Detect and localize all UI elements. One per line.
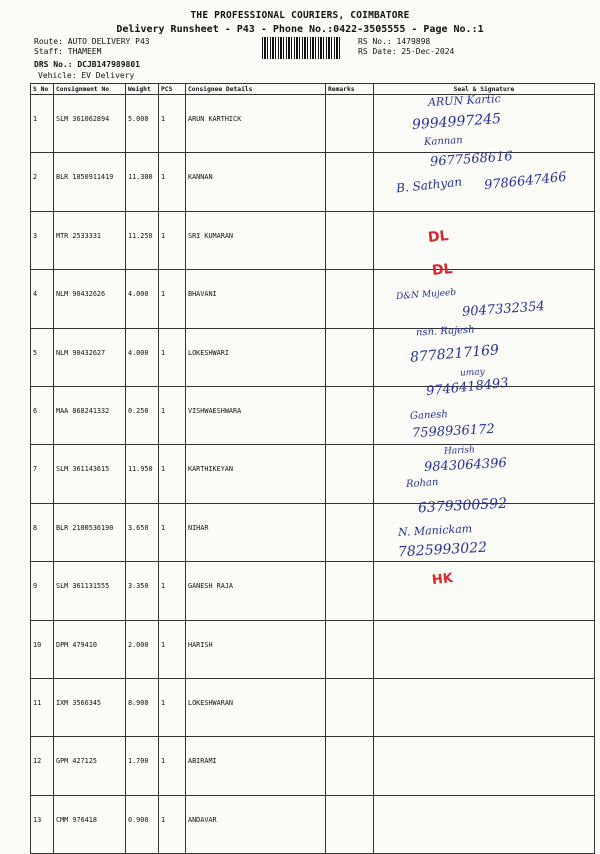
consignee-cell: KARTHIKEYAN	[186, 445, 326, 503]
staff-label: Staff: THAMEEM	[34, 47, 102, 56]
consignment-cell: SLM 361062894	[54, 95, 126, 153]
handwritten-annotation: HK	[431, 570, 454, 589]
consignee-cell: GANESH RAJA	[186, 562, 326, 620]
serial-number-cell: 5	[31, 328, 54, 386]
route-label: Route: AUTO DELIVERY P43	[34, 37, 150, 46]
pcs-cell: 1	[159, 445, 186, 503]
weight-cell: 11.950	[126, 445, 159, 503]
col-header: Weight	[126, 84, 159, 95]
consignment-cell: BLR 1850911419	[54, 153, 126, 211]
consignee-cell: HARISH	[186, 620, 326, 678]
serial-number-cell: 3	[31, 211, 54, 269]
handwritten-annotation: 9843064396	[423, 455, 508, 476]
weight-cell: 1.700	[126, 737, 159, 795]
handwritten-annotation: 9677568616	[429, 149, 514, 170]
handwritten-annotation: 9786647466	[483, 169, 568, 194]
serial-number-cell: 2	[31, 153, 54, 211]
remarks-cell	[326, 445, 374, 503]
signature-cell	[374, 445, 595, 503]
consignee-cell: LOKESHWARAN	[186, 678, 326, 736]
serial-number-cell: 6	[31, 386, 54, 444]
serial-number-cell: 4	[31, 270, 54, 328]
consignee-cell: BHAVANI	[186, 270, 326, 328]
handwritten-annotation: D&N Mujeeb	[395, 287, 457, 303]
consignee-cell: ABIRAMI	[186, 737, 326, 795]
signature-cell	[374, 795, 595, 853]
handwritten-annotation: umay	[459, 367, 486, 379]
consignment-cell: MAA 868241332	[54, 386, 126, 444]
remarks-cell	[326, 737, 374, 795]
col-header: S No	[31, 84, 54, 95]
col-header: PCS	[159, 84, 186, 95]
company-title: THE PROFESSIONAL COURIERS, COIMBATORE	[190, 10, 410, 21]
consignment-cell: BLR 2100536190	[54, 503, 126, 561]
table-row	[31, 95, 595, 153]
col-header: Consignee Details	[186, 84, 326, 95]
consignee-cell: ARUN KARTHICK	[186, 95, 326, 153]
handwritten-annotation: 7825993022	[397, 539, 488, 561]
table-row	[31, 795, 595, 853]
rs-number: RS No.: 1479898	[358, 37, 431, 46]
pcs-cell: 1	[159, 328, 186, 386]
table-row	[31, 270, 595, 328]
serial-number-cell: 10	[31, 620, 54, 678]
weight-cell: 3.350	[126, 562, 159, 620]
consignee-cell: VISHWAESHWARA	[186, 386, 326, 444]
signature-cell	[374, 737, 595, 795]
weight-cell: 2.000	[126, 620, 159, 678]
handwritten-annotation: 9994997245	[411, 110, 502, 134]
table-row	[31, 562, 595, 620]
handwritten-annotation: 9047332354	[461, 299, 546, 320]
pcs-cell: 1	[159, 153, 186, 211]
pcs-cell: 1	[159, 795, 186, 853]
vehicle-label: Vehicle: EV Delivery	[38, 71, 135, 80]
weight-cell: 5.000	[126, 95, 159, 153]
serial-number-cell: 13	[31, 795, 54, 853]
consignment-cell: GPM 427125	[54, 737, 126, 795]
consignment-cell: SLM 361143615	[54, 445, 126, 503]
table-header-row	[31, 84, 595, 95]
remarks-cell	[326, 153, 374, 211]
signature-cell	[374, 562, 595, 620]
serial-number-cell: 1	[31, 95, 54, 153]
table-row	[31, 678, 595, 736]
consignment-cell: NLM 90432626	[54, 270, 126, 328]
consignment-cell: IXM 3566345	[54, 678, 126, 736]
remarks-cell	[326, 328, 374, 386]
pcs-cell: 1	[159, 620, 186, 678]
serial-number-cell: 12	[31, 737, 54, 795]
handwritten-annotation: 8778217169	[409, 342, 500, 366]
weight-cell: 4.000	[126, 270, 159, 328]
serial-number-cell: 8	[31, 503, 54, 561]
consignment-cell: SLM 361131555	[54, 562, 126, 620]
weight-cell: 8.900	[126, 678, 159, 736]
consignment-cell: CMM 976418	[54, 795, 126, 853]
remarks-cell	[326, 795, 374, 853]
table-row	[31, 620, 595, 678]
weight-cell: 3.650	[126, 503, 159, 561]
remarks-cell	[326, 386, 374, 444]
pcs-cell: 1	[159, 270, 186, 328]
consignee-cell: SRI KUMARAN	[186, 211, 326, 269]
table-row	[31, 503, 595, 561]
remarks-cell	[326, 562, 374, 620]
weight-cell: 0.250	[126, 386, 159, 444]
remarks-cell	[326, 678, 374, 736]
remarks-cell	[326, 620, 374, 678]
remarks-cell	[326, 270, 374, 328]
handwritten-annotation: Ganesh	[409, 409, 449, 422]
runsheet-table	[30, 83, 595, 854]
handwritten-annotation: nsn. Rajesh	[415, 324, 475, 339]
signature-cell	[374, 211, 595, 269]
handwritten-annotation: Rohan	[405, 476, 439, 491]
consignment-cell: NLM 90432627	[54, 328, 126, 386]
table-row	[31, 737, 595, 795]
weight-cell: 4.000	[126, 328, 159, 386]
weight-cell: 11.250	[126, 211, 159, 269]
pcs-cell: 1	[159, 737, 186, 795]
weight-cell: 0.900	[126, 795, 159, 853]
remarks-cell	[326, 211, 374, 269]
consignee-cell: LOKESHWARI	[186, 328, 326, 386]
runsheet-subtitle: Delivery Runsheet - P43 - Phone No.:0422-3505555 - Page No.:1	[116, 24, 484, 35]
table-row	[31, 445, 595, 503]
consignee-cell: NIHAR	[186, 503, 326, 561]
rs-date: RS Date: 25-Dec-2024	[358, 47, 455, 56]
table-row	[31, 328, 595, 386]
signature-cell	[374, 620, 595, 678]
barcode	[262, 37, 342, 59]
pcs-cell: 1	[159, 503, 186, 561]
weight-cell: 11.300	[126, 153, 159, 211]
pcs-cell: 1	[159, 386, 186, 444]
serial-number-cell: 11	[31, 678, 54, 736]
consignee-cell: ANDAVAR	[186, 795, 326, 853]
remarks-cell	[326, 503, 374, 561]
table-row	[31, 386, 595, 444]
handwritten-annotation: DL	[427, 227, 450, 247]
handwritten-annotation: ARUN Kartic	[427, 92, 502, 109]
handwritten-annotation: 6379300592	[417, 495, 508, 517]
handwritten-annotation: Kannan	[423, 134, 463, 149]
pcs-cell: 1	[159, 562, 186, 620]
handwritten-annotation: B. Sathyan	[395, 174, 463, 196]
serial-number-cell: 7	[31, 445, 54, 503]
consignee-cell: KANNAN	[186, 153, 326, 211]
handwritten-annotation: 7598936172	[411, 421, 496, 442]
table-row	[31, 211, 595, 269]
pcs-cell: 1	[159, 678, 186, 736]
consignment-cell: DPM 479410	[54, 620, 126, 678]
pcs-cell: 1	[159, 211, 186, 269]
col-header: Remarks	[326, 84, 374, 95]
drs-number: DRS No.: DCJB147989801	[34, 60, 140, 69]
signature-cell	[374, 678, 595, 736]
consignment-cell: MTR 2533331	[54, 211, 126, 269]
handwritten-annotation: DL	[431, 260, 454, 280]
serial-number-cell: 9	[31, 562, 54, 620]
remarks-cell	[326, 95, 374, 153]
handwritten-annotation: N. Manickam	[397, 522, 473, 539]
col-header: Consignment No	[54, 84, 126, 95]
handwritten-annotation: Harish	[443, 445, 476, 457]
handwritten-annotation: 9746418493	[425, 375, 510, 400]
col-header: Seal & Signature	[374, 84, 595, 95]
pcs-cell: 1	[159, 95, 186, 153]
